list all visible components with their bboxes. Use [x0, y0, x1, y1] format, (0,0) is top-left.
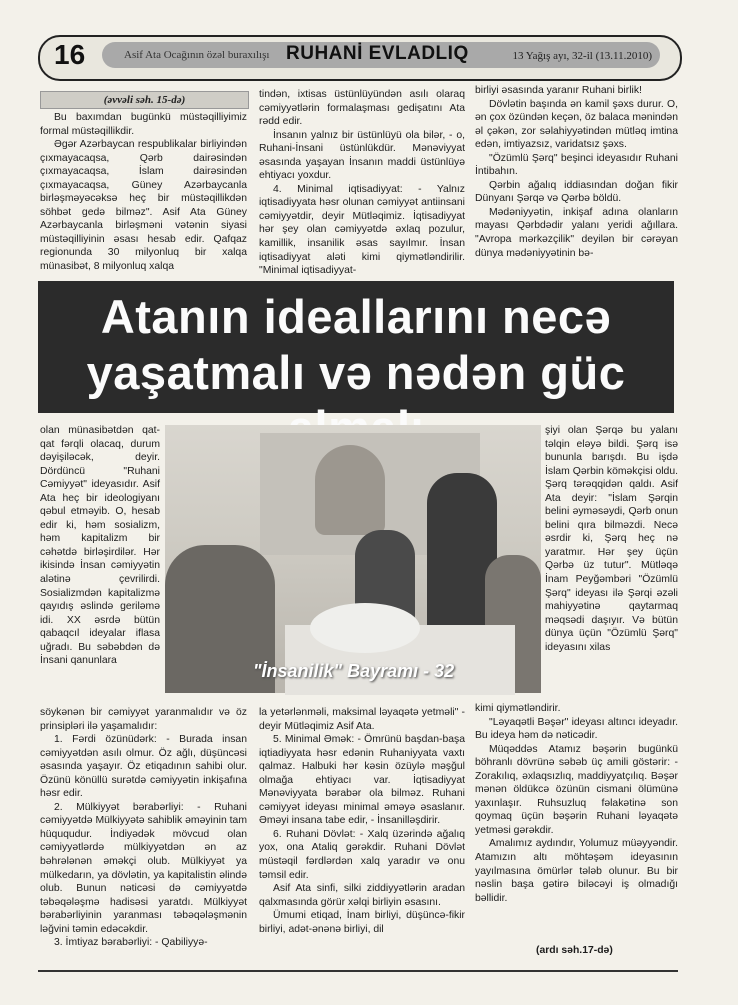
photo-caption: "İnsanilik" Bayramı - 32: [253, 661, 455, 681]
paragraph: 1. Fərdi özünüdərk: - Burada insan cəmiyyətdən asılı olmur. Öz ağlı, düşüncəsi əsasında yaşayır. Öz etiqadının sahibi olur. Özünü könüllü surətdə cəmiyyətin inkişafına həsr edir.: [40, 734, 247, 800]
top-column-2: [259, 88, 465, 278]
paragraph: kimi qiymətləndirir.: [475, 703, 561, 714]
page-header: [38, 35, 682, 81]
continued-on-note: (ardı səh.17-də): [536, 945, 613, 956]
issue-date: 13 Yağış ayı, 32-il (13.11.2010): [512, 50, 652, 62]
paragraph: Qərbin ağalıq iddiasından doğan fikir Dünyanı Şərqə və Qərbə böldü.: [475, 179, 678, 205]
newspaper-title: RUHANİ EVLADLIQ: [286, 43, 469, 64]
headline-line-2: yaşatmalı və nədən güc: [86, 346, 626, 399]
bottom-column-3: [475, 702, 678, 905]
top-column-3: [475, 84, 678, 260]
headline-banner: [38, 281, 674, 413]
paragraph: la yetərlənməli, maksimal ləyaqətə yetməli" - deyir Mütləqimiz Asif Ata.: [259, 707, 465, 732]
paragraph: birliyi əsasında yaranır Ruhani birlik!: [475, 85, 642, 96]
continued-from-note: (əvvəli səh. 15-də): [40, 91, 249, 109]
page-number: 16: [54, 39, 86, 70]
paragraph: olan münasibətdən qat-qat fərqli olacaq, durum dəyişiləcək, deyir. Dördüncü "Ruhani Cəmiyyət" ideyasıdır. Asif Ata heç bir ideologiyanı qəbul etməyib. O, hesab edir ki, həm sosializm, həm kapitalizm bir cəhətdə birləşirdilər. Hər ikisində İnsan cəmiyyətin alətinə çevrilirdi. Sosializmdən kapitalizmə qayıdış əslində geriləmə idi. XX əsrdə bütün qabaqcıl ideyalar iflasa uğradı. Bu səbəbdən də İnsani qanunlara: [40, 425, 160, 667]
paragraph: 4. Minimal iqtisadiyyat: - Yalnız iqtisadiyyata həsr olunan cəmiyyət antiinsani cəmiyyətdir, deyir Mütləqimiz. İqtisadiyyat hər şey olan cəmiyyətdə əxlaq pozulur, kamillik, insanilik əsas sayılmır. İnsan iqtisadiyyat aləti kimi qiymətləndirilir. "Minimal iqtisadiyyat-: [259, 183, 465, 277]
right-narrow-column: [545, 424, 678, 654]
paragraph: İnsanın yalnız bir üstünlüyü ola bilər, - o, Ruhani-İnsani üstünlükdür. Mənəviyyat əsasında yaşayan İnsanın maddi üstünlüyə ehtiyacı yoxdur.: [259, 129, 465, 182]
paragraph: 2. Mülkiyyət bərabərliyi: - Ruhani cəmiyyətdə Mülkiyyətə sahiblik əməyinin tam hüququdur. İndiyədək mövcud olan cəmiyyətlərdə mülkiyyətdən ən az bəhrələnən əməkçi olub. Mülkiyyət ya mülkedarın, ya dövlətin, ya kapitalistin əlində olub. Bunun nəticəsi də cəmiyyətdə təbəqələşmə hadisəsi yaratdı. Mülkiyyət bərabərliyinin yaranması təbəqələşmənin ləğvini təmin edəcəkdir.: [40, 801, 247, 935]
event-photo: [165, 425, 541, 693]
paragraph: Dövlətin başında ən kamil şəxs durur. O, ən çox özündən keçən, öz balaca mənindən əl çəkən, zor səlahiyyətindən mütləq imtina edən, imtiyazsız, varidatsız şəxs.: [475, 98, 678, 151]
top-column-1: [40, 111, 247, 274]
footer-rule: [38, 970, 678, 972]
paragraph: 5. Minimal Əmək: - Ömrünü başdan-başa iqtiadiyyata həsr edənin Ruhaniyyata vaxtı qalmaz. Halbuki hər kəsin özüylə məşğul olmağa ehtiyacı var. İqtisadiyyat Mənəviyyata bərabər ola bilməz. Ruhani cəmiyyət ideyası minimal əməyə əsaslanır. Əməyi insana tabe edir, - İnsanilləşdirir.: [259, 734, 465, 827]
left-narrow-column: [40, 424, 160, 668]
paragraph: Asif Ata sinfi, silki ziddiyyətlərin aradan qalxmasında görür xəlqi birliyin əsasını.: [259, 883, 465, 908]
paragraph: 3. İmtiyaz bərabərliyi: - Qabiliyyə-: [54, 937, 208, 949]
paragraph: tindən, ixtisas üstünlüyündən asılı olaraq cəmiyyətlərin formalaşması gedişatını Ata rədd edir.: [259, 89, 465, 128]
paragraph: "Özümlü Şərq" beşinci ideyasıdır Ruhani İntibahın.: [475, 152, 678, 178]
headline-line-1: Atanın ideallarını necə: [100, 290, 612, 343]
paragraph: "Ləyaqətli Bəşər" ideyası altıncı ideyadır. Bu ideya həm də nəticədir.: [475, 716, 678, 742]
paragraph: Əgər Azərbaycan respublikalar birliyindən çıxmayacaqsa, Qərb dairəsindən çıxmayacaqsa, İslam dairəsindən çıxmayacaqsa, Güney Azərbaycanla birləşməyəcəksə heç bir müstəqillikdən söhbət gedə bilməz". Asif Ata Güney Azərbaycanla birləşməni vətənin siyasi müstəqilliyinin əsası hesab edir. Qafqaz regionunda 30 milyonluq bir xalqa münasibət, 8 milyonluq xalqa: [40, 139, 247, 273]
bottom-column-2: [259, 706, 465, 936]
photo-flowers: [310, 603, 420, 653]
paragraph: Bu baxımdan bugünkü müstəqilliyimiz formal müstəqillikdir.: [40, 112, 247, 137]
paragraph: Amalımız aydındır, Yolumuz müəyyəndir. Atamızın altı möhtəşəm ideyasının yayılmasına ömürlər tələb olunur. Bu bir nəslin başa gətirə biləcəyi iş olmadığı bəllidir.: [475, 838, 678, 904]
paragraph: Ümumi etiqad, İnam birliyi, düşüncə-fikir birliyi, adət-ənənə birliyi, dil: [259, 910, 465, 935]
paragraph: Müqəddəs Atamız bəşərin bugünkü böhranlı dövrünə səbəb üç amili göstərir: - Zorakılıq, əxlaqsızlıq, maddiyyatçılıq. Bəşər mənən öldükcə özünün cismani ölümünə yaxınlaşır. Ruhsuzluq fəlakətinə son qoymaq üçün bəşərin Ruhani ləyaqətə yetməsi gərəkdir.: [475, 743, 678, 836]
publisher-note: Asif Ata Ocağının özəl buraxılışı: [124, 49, 270, 61]
paragraph: söykənən bir cəmiyyət yaranmalıdır və öz prinsipləri ilə yaşamalıdır:: [40, 707, 247, 732]
bottom-column-1: [40, 706, 247, 950]
paragraph: Mədəniyyətin, inkişaf adına olanların mayası Qərbdədir yalanı yeridi ağıllara. "Avropa mərkəzçilik" deyilən bir cərəyan dünya mədəniyyətinin bə-: [475, 206, 678, 259]
photo-portrait: [315, 445, 385, 535]
paragraph: şiyi olan Şərqə bu yalanı təlqin eləyə bildi. Şərq isə bununla barışdı. Bu işdə İslam Qərbin köməkçisi oldu. Şərq tərəqqidən qaldı. Asif Ata deyir: "İslam Şərqin belini əyməsəydi, Qərb onun belini qıra bilməzdi. Necə əsrdir ki, Şərq heç nə yaratmır. Hər şey üçün Qərbə üz tutur". Mütləqə İnam Peyğəmbəri "Özümlü Şərq" ideyası ilə Şərqi əzəli mahiyyətinə qaytarmaq məqsədi daşıyır. Və bütün dünya üçün "Özümlü Şərq" ideyasını xilas: [545, 425, 678, 653]
paragraph: 6. Ruhani Dövlət: - Xalq üzərində ağalıq yox, ona Ataliq gərəkdir. Ruhani Dövlət müstəqil fərdlərdən xalq yaradır və onu təmsil edir.: [259, 828, 465, 881]
